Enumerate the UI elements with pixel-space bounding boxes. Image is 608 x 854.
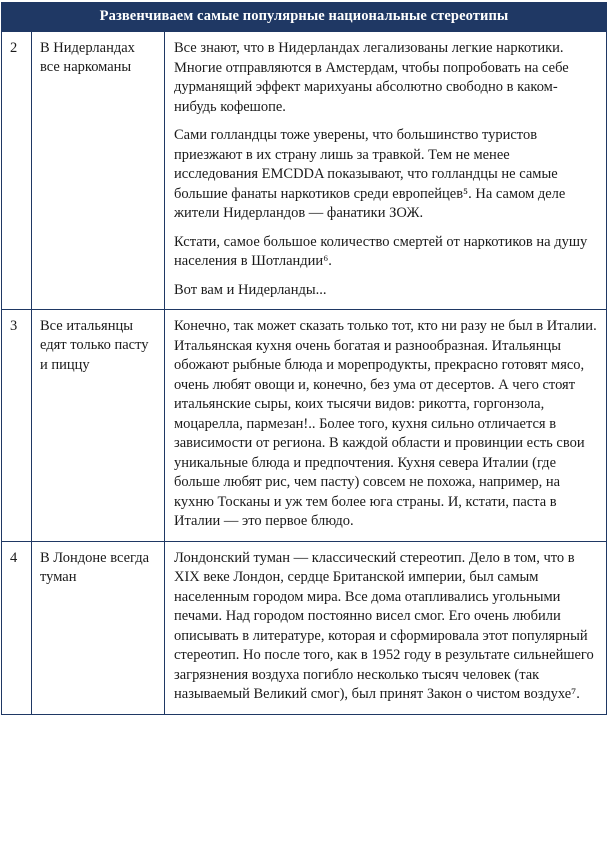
body-paragraph: Кстати, самое большое количество смертей от наркотиков на душу населения в Шотландии⁶.: [174, 233, 588, 269]
body-paragraph: Вот вам и Нидерланды...: [174, 281, 327, 298]
row-body: [165, 32, 607, 310]
stereotypes-table: [1, 2, 607, 715]
row-title: В Лондоне всегда туман: [32, 541, 165, 714]
table-row: [2, 541, 607, 714]
table-header-row: [2, 3, 607, 32]
row-body: [165, 310, 607, 542]
body-paragraph: Все знают, что в Нидерландах легализованы легкие наркотики. Многие отправляются в Амстердам, чтобы попробовать на себе дурманящий эффект марихуаны абсолютно свободно в каком-нибудь кофешопе.: [174, 40, 569, 115]
body-paragraph: Конечно, так может сказать только тот, кто ни разу не был в Италии. Итальянская кухня очень богатая и разнообразная. Итальянцы обожают рыбные блюда и морепродукты, прекрасно готовят мясо, очень любят овощи и, конечно, без ума от десертов. А чего стоят итальянские сыры, коих тысячи видов: рикотта, горгонзола, моцарелла, пармезан!.. Более того, кухня сильно отличается в зависимости от региона. В каждой области и провинции есть свои уникальные блюда и предпочтения. Кухня севера Италии (где больше любят рис, чем пасту) совсем не похожа, например, на кухню Тосканы и уж тем более юга страны. И, кстати, паста в Италии — это первое блюдо.: [174, 318, 597, 529]
body-paragraph: Сами голландцы тоже уверены, что большинство туристов приезжают в их страну лишь за травкой. Тем не менее исследования EMCDDA показывают, что голландцы не самые большие фанаты наркотиков среди европейцев⁵. На самом деле жители Нидерландов — фанатики ЗОЖ.: [174, 127, 566, 221]
row-number: 3: [2, 310, 32, 542]
row-number: 4: [2, 541, 32, 714]
row-number: 2: [2, 32, 32, 310]
row-title: Все итальянцы едят только пасту и пиццу: [32, 310, 165, 542]
row-body: [165, 541, 607, 714]
table-title: Развенчиваем самые популярные национальные стереотипы: [2, 3, 607, 32]
row-title: В Нидерландах все наркоманы: [32, 32, 165, 310]
table-row: [2, 32, 607, 310]
body-paragraph: Лондонский туман — классический стереотип. Дело в том, что в XIX веке Лондон, сердце Британской империи, был самым населенным городом мира. Все дома отапливались угольными печами. Над городом постоянно висел смог. Его очень любили описывать в литературе, которая и сформировала этот популярный стереотип. Но после того, как в 1952 году в результате сильнейшего загрязнения воздуха погибло несколько тысяч человек (так называемый Великий смог), был принят Закон о чистом воздухе⁷.: [174, 549, 594, 702]
table-row: [2, 310, 607, 542]
